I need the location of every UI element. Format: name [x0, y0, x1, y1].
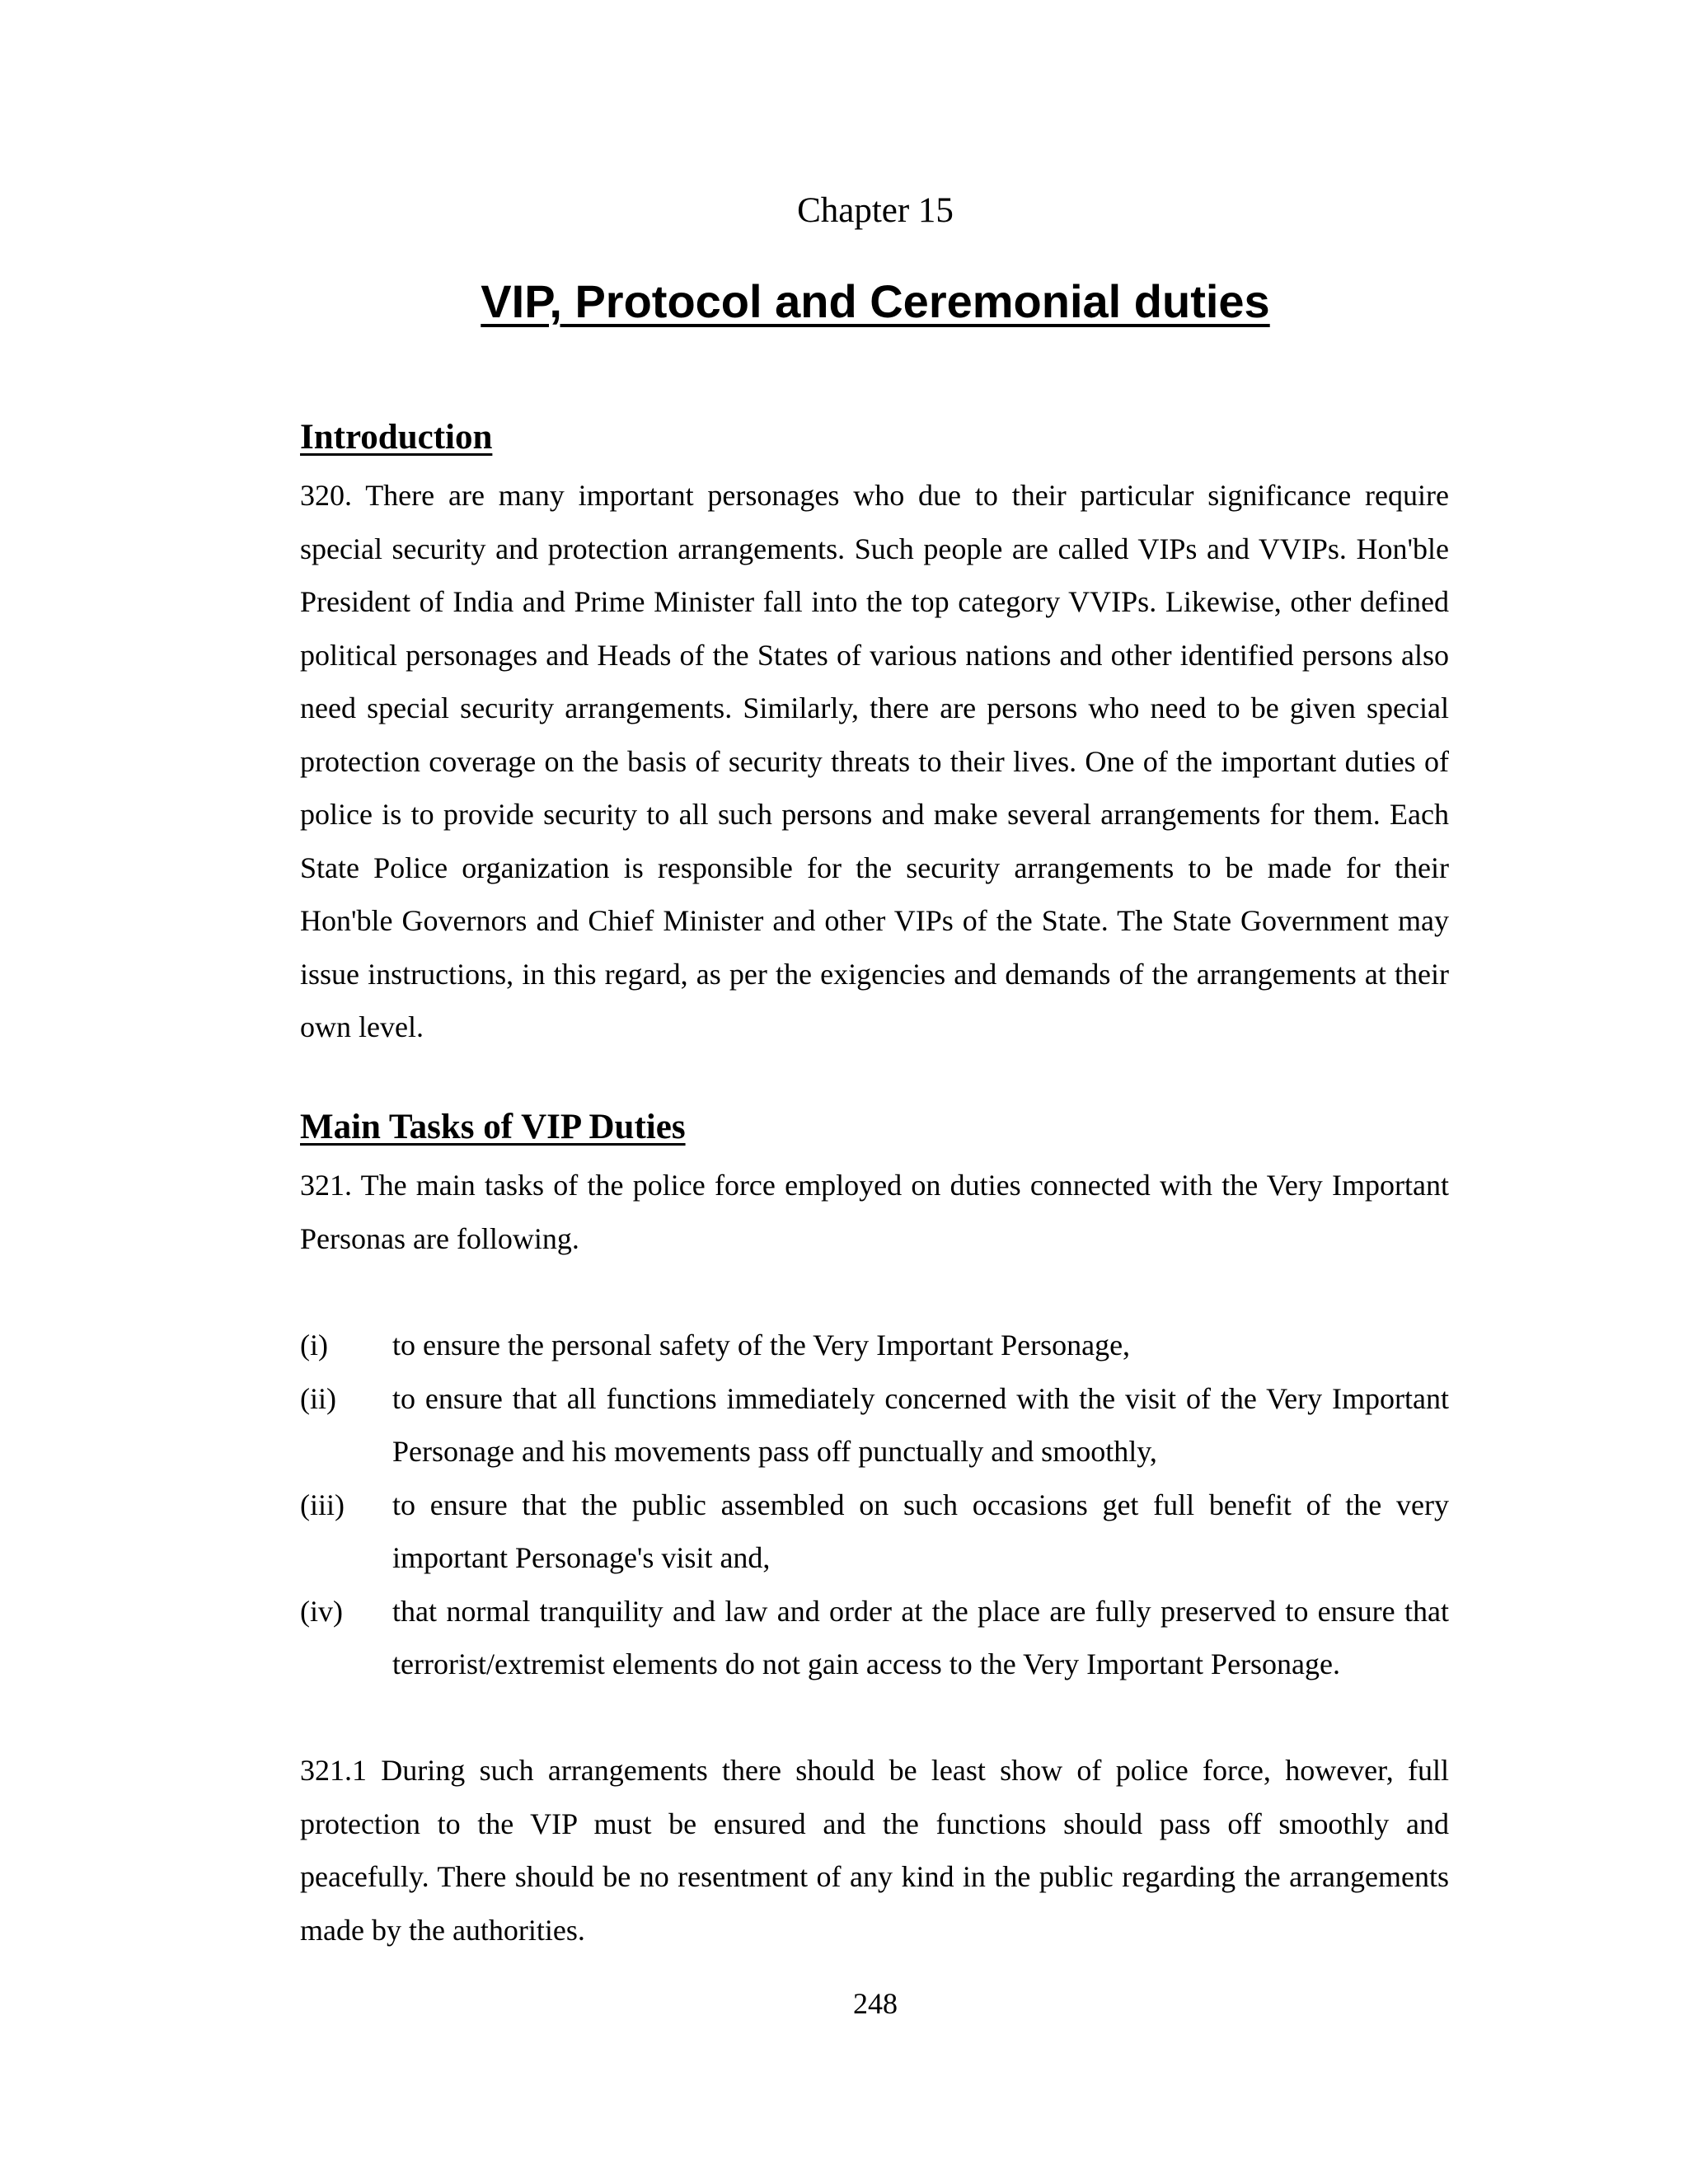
- introduction-heading: Introduction: [300, 418, 493, 457]
- list-marker: (ii): [300, 1381, 336, 1415]
- introduction-body: [300, 469, 1449, 1054]
- main-tasks-body: [300, 1159, 1449, 1265]
- list-marker: (i): [300, 1329, 328, 1361]
- list-item-text: to ensure the personal safety of the Very Important Personage,: [392, 1329, 1131, 1361]
- list-item-text: to ensure that all functions immediately concerned with the visit of the Very Important Personage and his movements pass off punctually and smoothly,: [392, 1381, 1449, 1468]
- list-item: [300, 1585, 1449, 1691]
- chapter-title-text: VIP, Protocol and Ceremonial duties: [481, 275, 1270, 327]
- list-item: [300, 1479, 1449, 1585]
- list-item: [300, 1372, 1449, 1479]
- main-tasks-list: [300, 1319, 1449, 1691]
- list-item: [300, 1319, 1449, 1372]
- main-tasks-section: [300, 1106, 1449, 1149]
- chapter-title: [0, 274, 1688, 330]
- paragraph-321: 321. The main tasks of the police force employed on duties connected with the Very Important Personas are following.: [300, 1169, 1449, 1255]
- list-marker: (iii): [300, 1488, 345, 1521]
- list-item-text: to ensure that the public assembled on such occasions get full benefit of the very important Personage's visit and,: [392, 1488, 1449, 1574]
- list-item-text: that normal tranquility and law and order at the place are fully preserved to ensure that terrorist/extremist elements do not gain access to the Very Important Personage.: [392, 1594, 1449, 1680]
- list-marker: (iv): [300, 1594, 343, 1628]
- paragraph-321-1: 321.1 During such arrangements there should be least show of police force, however, full protection to the VIP must be ensured and the functions should pass off smoothly and peacefully. There should be no resentment of any kind in the public regarding the arrangements made by the authorities.: [300, 1754, 1449, 1947]
- page-number: 248: [853, 1987, 898, 2020]
- introduction-section: [300, 416, 1449, 459]
- closing-section: [300, 1744, 1449, 1957]
- paragraph-320: 320. There are many important personages who due to their particular significance require special security and protection arrangements. Such people are called VIPs and VVIPs. Hon'ble President of India and Prime Minister fall into the top category VVIPs. Likewise, other defined political personages and Heads of the States of various nations and other identified persons also need special security arrangements. Similarly, there are persons who need to be given special protection coverage on the basis of security threats to their lives. One of the important duties of police is to provide security to all such persons and make several arrangements for them. Each State Police organization is responsible for the security arrangements to be made for their Hon'ble Governors and Chief Minister and other VIPs of the State. The State Government may issue instructions, in this regard, as per the exigencies and demands of the arrangements at their own level.: [300, 479, 1449, 1043]
- main-tasks-heading: Main Tasks of VIP Duties: [300, 1108, 686, 1146]
- chapter-label: Chapter 15: [797, 191, 954, 230]
